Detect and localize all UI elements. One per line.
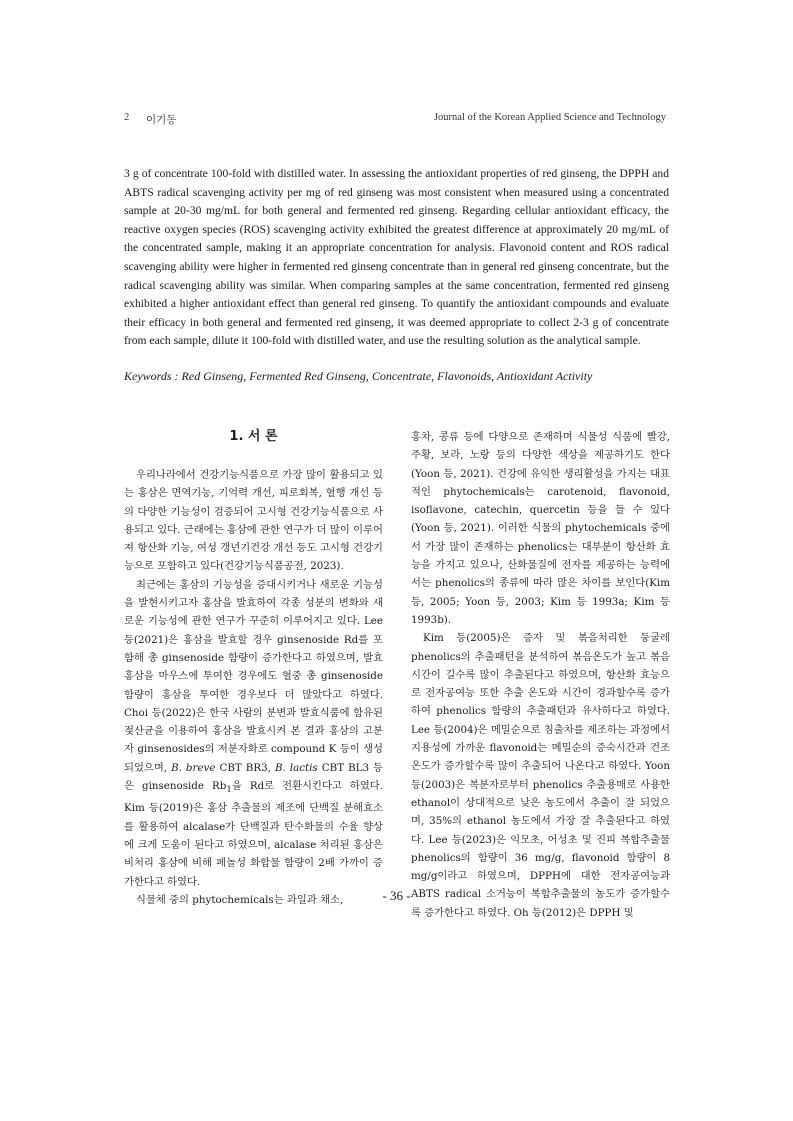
- running-header: [124, 112, 666, 128]
- section-title: 1. 서 론: [229, 429, 278, 444]
- keywords: Keywords : Red Ginseng, Fermented Red Ginseng, Concentrate, Flavonoids, Antioxidant Activity: [124, 369, 593, 383]
- left-paragraph-2-part-c: CBT BL3 등은 ginsenoside Rb: [124, 761, 383, 793]
- left-paragraph-2: [124, 576, 383, 891]
- left-paragraph-2-part-a: 최근에는 홍삼의 기능성을 증대시키거나 새로운 기능성을 발현시키고자 홍삼을 발효하여 각종 성분의 변화와 새로운 기능성에 관한 연구가 꾸준히 이루어지고 있다. Lee 등(2021)은 홍삼을 발효할 경우 ginsenoside Rd를 포함해 총 ginsenoside 함량이 증가한다고 하였으며, 발효홍삼을 마우스에 투여한 경우에도 혈중 총 ginsenoside 함량이 홍삼을 투여한 경우보다 더 많았다고 하였다. Choi 등(2022)은 한국 사람의 분변과 발효식품에 함유된 젖산균을 이용하여 홍삼을 발효시켜 본 결과 홍삼의 고분자 ginsenosides의 저분자화로 compound K 등이 생성되었으며,: [124, 578, 383, 774]
- right-paragraph-1: 홍차, 콩류 등에 다양으로 존재하며 식물성 식품에 빨강, 주황, 보라, 노랑 등의 다양한 색상을 제공하기도 한다(Yoon 등, 2021). 건강에 유익한 생리활성을 가지는 대표적인 phytochemicals는 carotenoid, flavonoid, isoflavone, catechin, quercetin 등을 들 수 있다(Yoon 등, 2021). 이러한 식물의 phytochemicals 중에서 가장 많이 존재하는 phenolics는 대부분이 항산화 효능을 가지고 있으나, 산화물질에 전자를 제공하는 능력에서는 phenolics의 종류에 따라 많은 차이를 보인다(Kim 등, 2005; Yoon 등, 2003; Kim 등 1993a; Kim 등 1993b).: [411, 431, 670, 626]
- left-paragraph-1: 우리나라에서 건강기능식품으로 가장 많이 활용되고 있는 홍삼은 면역기능, 기억력 개선, 피로회복, 혈행 개선 등의 다양한 기능성이 검증되어 고시형 건강기능식품으로 사용되고 있다. 근래에는 홍삼에 관한 연구가 더 많이 이루어져 항산화 기능, 여성 갱년기건강 개선 등도 고시형 건강기능으로 포함하고 있다(건강기능식품공전, 2023).: [124, 469, 383, 573]
- right-paragraph-2: Kim 등(2005)은 증자 및 볶음처리한 둥굴레 phenolics의 추출패턴을 분석하여 볶음온도가 높고 볶음시간이 길수록 많이 추출된다고 하였으며, 항산화 효능으로 전자공여능 또한 추출 온도와 시간이 경과할수록 증가하여 phenolics 함량의 추출패턴과 유사하다고 하였다. Lee 등(2004)은 메밀순으로 침출차를 제조하는 과정에서 지용성에 가까운 flavonoid는 메밀순의 증숙시간과 건조온도가 증가할수록 많이 추출되어 나온다고 하였다. Yoon 등(2003)은 복분자로부터 phenolics 추출용매로 사용한 ethanol이 상대적으로 낮은 농도에서 추출이 잘 되었으며, 35%의 ethanol 농도에서 가장 잘 추출된다고 하였다. Lee 등(2023)은 익모초, 어성초 및 진피 복합추출물 phenolics의 함량이 36 mg/g, flavonoid 함량이 8 mg/g이라고 하였으며, DPPH에 대한 전자공여능과 ABTS radical 소거능이 복합추출물의 농도가 증가할수록 증가한다고 하였다. Oh 등(2012)은 DPPH 및: [411, 632, 670, 919]
- header-author: 이기동: [146, 115, 177, 126]
- abstract-text: 3 g of concentrate 100-fold with distilled water. In assessing the antioxidant properties of red ginseng, the DPPH and ABTS radical scavenging activity per mg of red ginseng was most consistent when measured using a concentrated sample at 20-30 mg/mL for both general and fermented red ginseng. Regarding cellular antioxidant efficacy, the reactive oxygen species (ROS) scavenging activity exhibited the greatest difference at approximately 20 mg/mL of the concentrated sample, making it an appropriate concentration for analysis. Flavonoid content and ROS radical scavenging ability were higher in fermented red ginseng concentrate than in general red ginseng concentrate, but the radical scavenging ability was similar. When comparing samples at the same concentration, fermented red ginseng exhibited a higher antioxidant effect than general red ginseng. To quantify the antioxidant compounds and evaluate their efficacy in both general and fermented red ginseng, it was deemed appropriate to collect 2-3 g of concentrate from each sample, dilute it 100-fold with distilled water, and use the resulting solution as the analytical sample.: [124, 167, 669, 348]
- left-paragraph-3: 식물체 중의 phytochemicals는 과일과 채소,: [136, 893, 344, 906]
- header-page-number: 2: [124, 112, 130, 123]
- species-breve: B. breve: [171, 761, 216, 774]
- species-lactis: B. lactis: [274, 761, 318, 774]
- right-column: [411, 428, 670, 922]
- subscript-1: 1: [226, 785, 232, 796]
- left-column: [124, 428, 383, 909]
- footer-page-number: - 36 -: [382, 888, 411, 903]
- left-paragraph-2-part-b: CBT BR3,: [215, 761, 275, 774]
- header-journal-title: Journal of the Korean Applied Science and Technology: [433, 112, 666, 123]
- left-paragraph-2-part-d: 을 Rd로 전환시킨다고 하였다. Kim 등(2019)은 홍삼 추출물의 제조에 단백질 분해효소를 활용하여 alcalase가 단백질과 탄수화물의 수율 향상에 크게 도움이 된다고 하였으며, alcalase 처리된 홍삼은 비처리 홍삼에 비해 페놀성 화합물 함량이 2배 가까이 증가한다고 하였다.: [124, 780, 384, 888]
